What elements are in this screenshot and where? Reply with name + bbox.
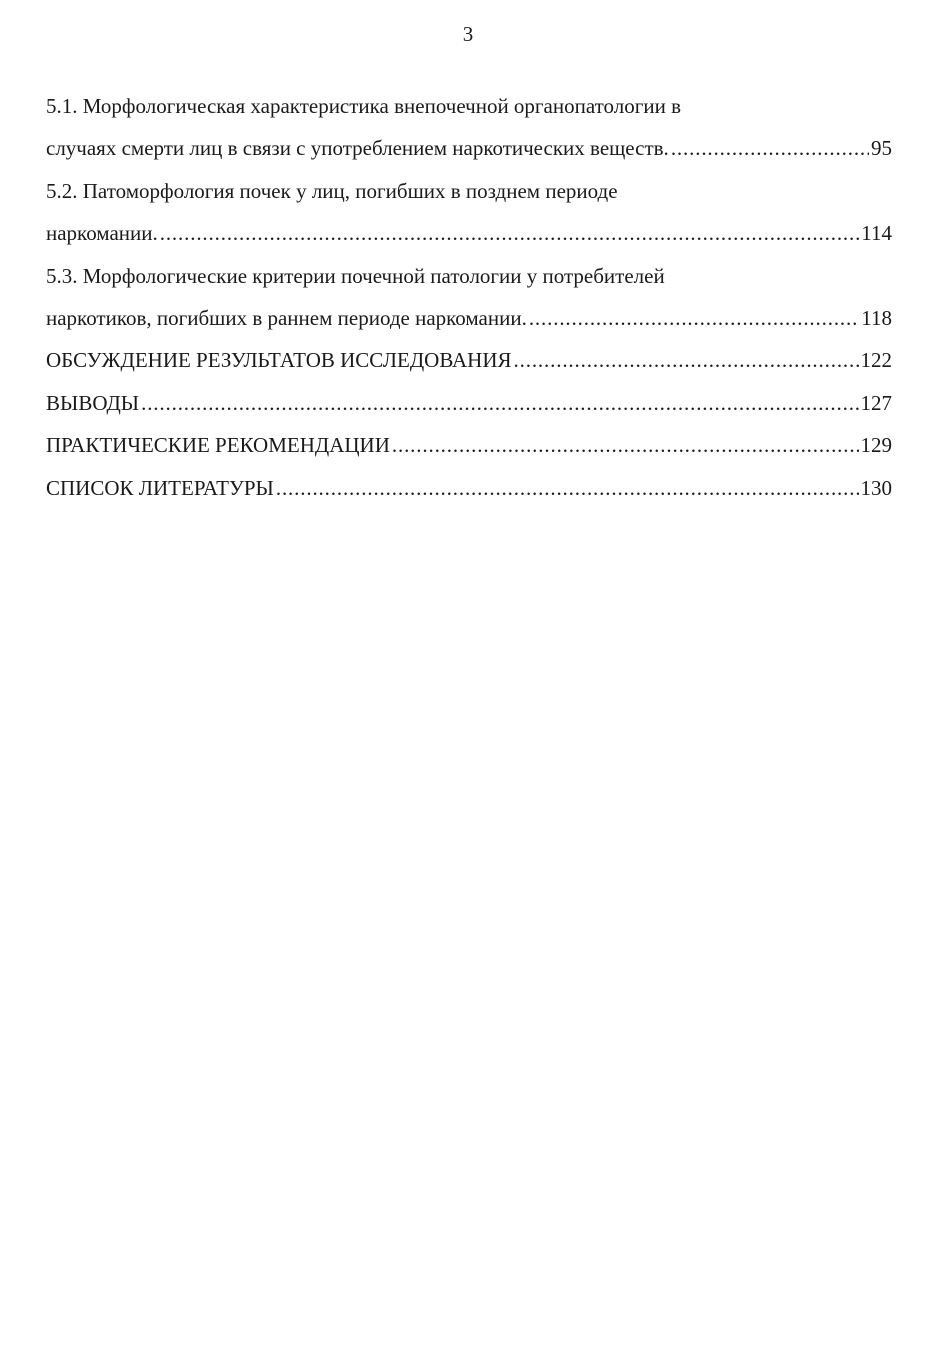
toc-entry-title-line-1: 5.1. Морфологическая характеристика внепочечной органопатологии в xyxy=(46,94,681,118)
toc-entry-title: ПРАКТИЧЕСКИЕ РЕКОМЕНДАЦИИ xyxy=(46,433,390,458)
toc-entry-5-2[interactable] xyxy=(46,170,892,255)
toc-entry-conclusions[interactable] xyxy=(46,382,892,424)
toc-page-number: 118 xyxy=(861,306,892,331)
toc-page-number: 95 xyxy=(871,136,892,161)
toc-entry-discussion[interactable] xyxy=(46,339,892,381)
dot-leader xyxy=(529,297,859,339)
dot-leader xyxy=(392,424,859,466)
dot-leader xyxy=(514,339,859,381)
toc-entry-title: ВЫВОДЫ xyxy=(46,390,140,415)
toc-entry-title-line-1: 5.2. Патоморфология почек у лиц, погибших в позднем периоде xyxy=(46,178,618,203)
toc-entry-title: СПИСОК ЛИТЕРАТУРЫ xyxy=(46,475,274,500)
toc-page-number: 122 xyxy=(860,348,892,373)
toc-entry-title-line-2: наркомании. xyxy=(46,221,158,246)
toc-entry-title-line-1: 5.3. Морфологические критерии почечной патологии у потребителей xyxy=(46,263,665,288)
dot-leader xyxy=(160,212,860,254)
toc-page-number: 127 xyxy=(860,390,892,415)
toc-entry-references[interactable] xyxy=(46,467,892,509)
toc-entry-title-line-2: случаях смерти лиц в связи с употреблением наркотических веществ. xyxy=(46,136,669,161)
dot-leader xyxy=(141,382,858,424)
toc-entry-5-3[interactable] xyxy=(46,255,892,340)
toc-page-number: 114 xyxy=(861,221,892,246)
toc-page-number: 130 xyxy=(860,475,892,500)
toc-page-number: 129 xyxy=(860,433,892,458)
toc-entry-title-line-2: наркотиков, погибших в раннем периоде наркомании. xyxy=(46,306,527,331)
toc-entry-5-1[interactable] xyxy=(46,85,892,170)
table-of-contents xyxy=(46,85,892,509)
toc-entry-recommendations[interactable] xyxy=(46,424,892,466)
toc-entry-title: ОБСУЖДЕНИЕ РЕЗУЛЬТАТОВ ИССЛЕДОВАНИЯ xyxy=(46,348,512,373)
dot-leader xyxy=(671,127,869,169)
page-number: 3 xyxy=(462,22,474,46)
dot-leader xyxy=(276,467,859,509)
